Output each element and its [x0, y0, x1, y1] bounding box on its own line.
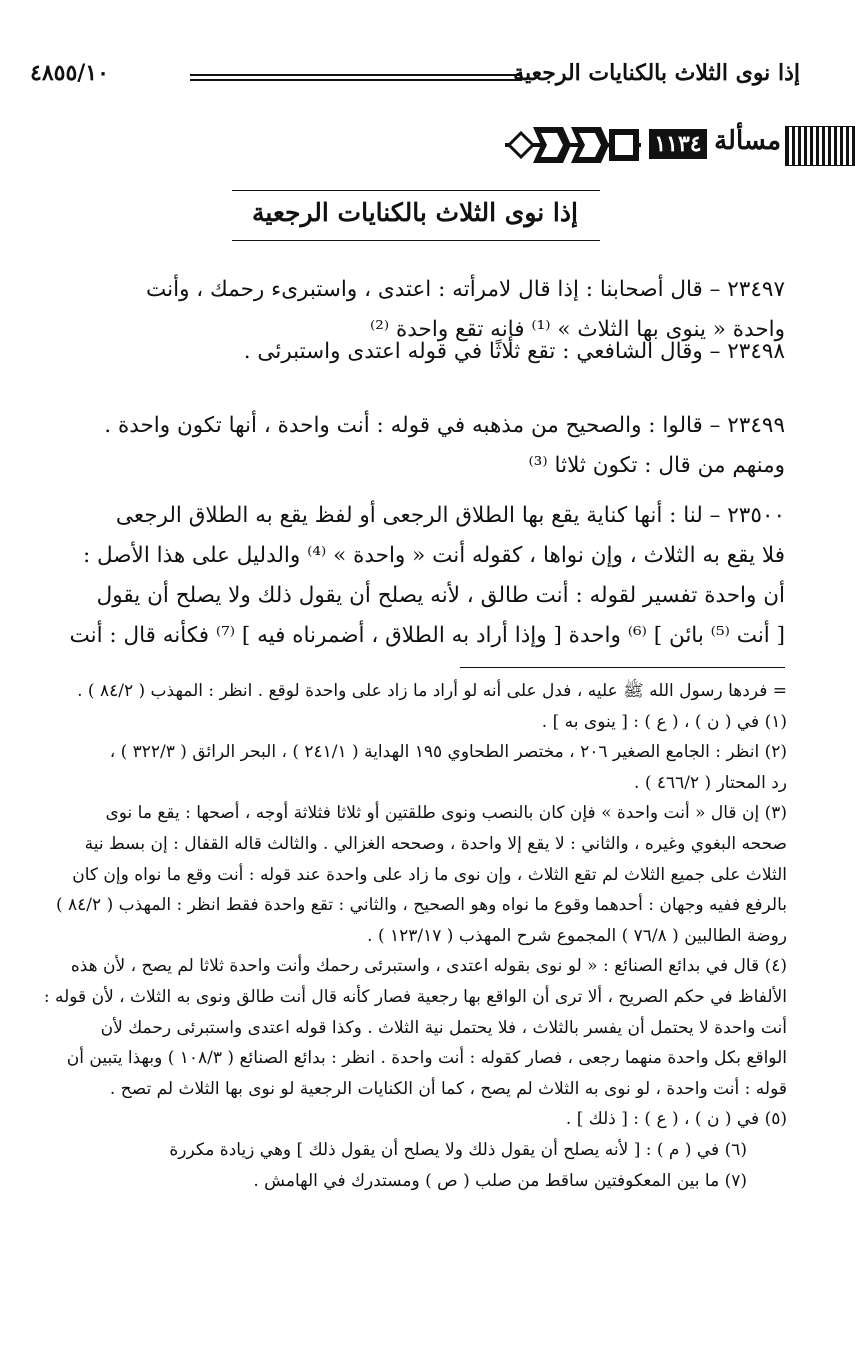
footnote-line: الواقع بكل واحدة منهما رجعى ، فصار كقوله : أنت واحدة . انظر : بدائع الصنائع ( ١٠٨/٣ ) وبهذا يتبين أن	[66, 1048, 787, 1069]
footnote-line: الألفاظ في حكم الصريح ، ألا ترى أن الواقع بها رجعية فصار كأنه قال أنت طالق ونوى به الثلاث ، لأن قوله :	[43, 986, 787, 1007]
page-number: ٤٨٥٥/١٠	[30, 60, 109, 86]
footnote-line: (١) في ( ن ) ، ( ع ) : [ ينوى به ] .	[541, 711, 787, 732]
ornament-icon	[505, 121, 641, 169]
section-heading: إذا نوى الثلاث بالكنايات الرجعية	[252, 198, 578, 227]
footnote-line: بالرفع ففيه وجهان : أحدهما وقوع ما نواه وهو الصحيح ، والثاني : تقع واحدة فقط انظر : المهذب ( ٨٤/٢ )	[56, 895, 787, 916]
footnote-line: (٤) قال في بدائع الصنائع : « لو نوى بقوله اعتدى ، واستبرئى رحمك وأنت واحدة ثلاثا لم يصح ، لأن هذه	[70, 956, 787, 977]
footnote-line: = فردها رسول الله ﷺ عليه ، فدل على أنه لو أراد ما زاد على واحدة لوقع . انظر : المهذب ( ٨٤/٢ ) .	[77, 681, 787, 701]
running-header-rule	[190, 74, 522, 81]
running-header	[30, 58, 800, 98]
footnotes	[27, 676, 787, 1196]
footnote-line: رد المحتار ( ٤٦٦/٢ ) .	[634, 772, 787, 793]
heading-rule-bottom	[232, 240, 600, 241]
masala-label: مسألة	[714, 126, 781, 156]
text-line: [ أنت ⁽⁵⁾ بائن ] ⁽⁶⁾ واحدة [ وإذا أراد به الطلاق ، أضمرناه فيه ] ⁽⁷⁾ فكأنه قال : أنت	[69, 623, 785, 648]
text-line: أن واحدة تفسير لقوله : أنت طالق ، لأنه يصلح أن يقول ذلك ولا يصلح أن يقول	[96, 583, 785, 608]
text-line: ومنهم من قال : تكون ثلاثا ⁽³⁾	[528, 453, 785, 478]
footnote-line: الثلاث على جميع الثلاث لم تقع الثلاث ، وإن نوى ما زاد على واحدة عند قوله : أنت وقع ما نواه وإن كان	[72, 864, 787, 885]
paragraph-23499	[45, 406, 785, 486]
footnote-line: أنت واحدة لا يحتمل أن يفسر بالثلاث ، فلا يحتمل نية الثلاث . وكذا قوله اعتدى واستبرئى رحمك لأن	[100, 1017, 787, 1038]
heading-rule-top	[232, 190, 600, 191]
paragraph-23498	[45, 332, 785, 372]
masala-banner	[505, 121, 855, 169]
masala-stripes	[785, 126, 855, 166]
footnote-line: (٣) إن قال « أنت واحدة » فإن كان بالنصب ونوى طلقتين أو ثلاثا فثلاثة أوجه ، أصحها : يقع ما نوى	[105, 803, 787, 824]
footnote-separator	[460, 667, 785, 668]
text-line: ٢٣٤٩٨ – وقال الشافعي : تقع ثلاثًا في قوله اعتدى واستبرئى .	[243, 339, 785, 364]
text-line: فلا يقع به الثلاث ، وإن نواها ، كقوله أنت « واحدة » ⁽⁴⁾ والدليل على هذا الأصل :	[82, 543, 785, 568]
text-line: ٢٣٥٠٠ – لنا : أنها كناية يقع بها الطلاق الرجعى أو لفظ يقع به الطلاق الرجعى	[115, 503, 785, 528]
footnote-line: (٢) انظر : الجامع الصغير ٢٠٦ ، مختصر الطحاوي ١٩٥ الهداية ( ٢٤١/١ ) ، البحر الرائق ( ٣٢٢/٣ ) ،	[109, 742, 787, 763]
footnote-line: (٥) في ( ن ) ، ( ع ) : [ ذلك ] .	[565, 1109, 787, 1130]
footnote-line: روضة الطالبين ( ٧٦/٨ ) المجموع شرح المهذب ( ١٢٣/١٧ ) .	[367, 925, 787, 946]
masala-box	[643, 124, 855, 166]
text-line: ٢٣٤٩٩ – قالوا : والصحيح من مذهبه في قوله : أنت واحدة ، أنها تكون واحدة .	[104, 413, 785, 438]
footnote-line: قوله : أنت واحدة ، لو نوى به الثلاث لم يصح ، كما أن الكنايات الرجعية لو نوى بها الثلاث لم تصح .	[109, 1078, 787, 1099]
paragraph-23500	[45, 496, 785, 656]
footnote-line: صححه البغوي وغيره ، والثاني : لا يقع إلا واحدة ، وصححه الغزالي . والثالث قاله القفال : إن بسط نية	[84, 833, 787, 854]
footnote-line: (٧) ما بين المعكوفتين ساقط من صلب ( ص ) ومستدرك في الهامش .	[253, 1170, 747, 1191]
text-line: ٢٣٤٩٧ – قال أصحابنا : إذا قال لامرأته : اعتدى ، واستبرىء رحمك ، وأنت	[146, 277, 785, 302]
masala-number: ١١٣٤	[649, 129, 707, 159]
text-line: واحدة « ينوى بها الثلاث » ⁽¹⁾ فإنه تقع واحدة ⁽²⁾	[369, 317, 785, 342]
running-header-title: إذا نوى الثلاث بالكنايات الرجعية	[513, 60, 800, 86]
footnote-line: (٦) في ( م ) : [ لأنه يصلح أن يقول ذلك ولا يصلح أن يقول ذلك ] وهي زيادة مكررة	[169, 1139, 747, 1160]
